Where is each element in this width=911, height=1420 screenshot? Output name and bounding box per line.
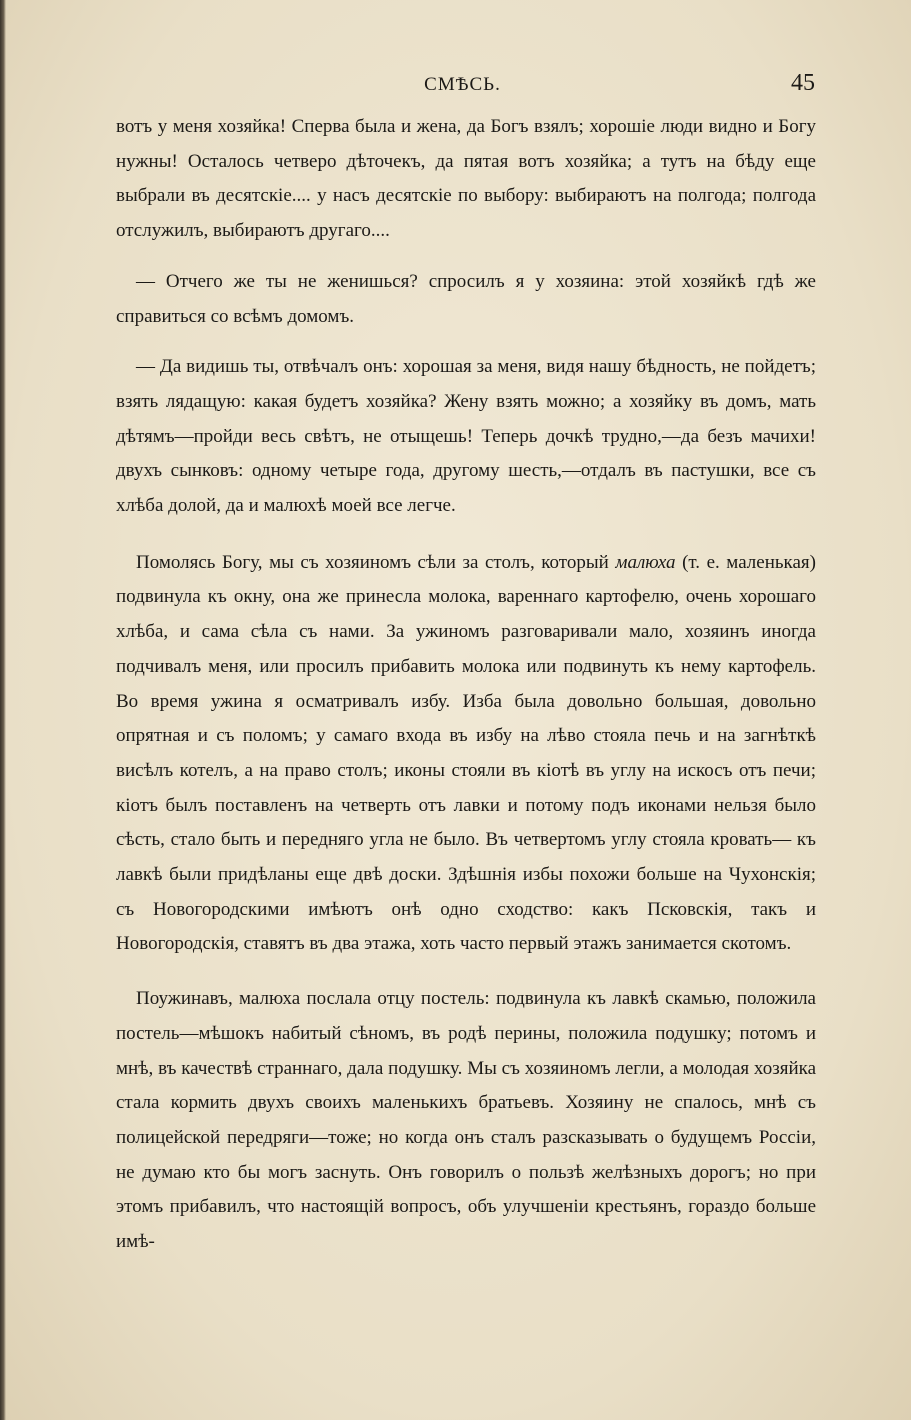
paragraph-dialogue-question: — Отчего же ты не женишься? спросилъ я у хозяина: этой хозяйкѣ гдѣ же справиться со всѣмъ домомъ. [116, 270, 816, 327]
body-text [116, 110, 816, 1260]
paragraph-supper-rest: (т. е. маленькая) подвинула къ окну, она же принесла молока, вареннаго картофелю, очень хорошаго хлѣба, и сама сѣла съ нами. За ужиномъ разговаривали мало, хозяинъ иногда подчивалъ меня, или просилъ прибавить молока или подвинуть къ нему картофель. Во время ужина я осматривалъ избу. Изба была довольно большая, довольно опрятная и съ поломъ; у самаго входа въ избу на лѣво стояла печь и на загнѣткѣ висѣлъ котелъ, а на право столъ; иконы стояли въ кіотѣ въ углу на искосъ отъ печи; кіотъ былъ поставленъ на четверть отъ лавки и потому подъ иконами нельзя было сѣсть, стало быть и передняго угла не было. Въ четвертомъ углу стояла кровать— къ лавкѣ были придѣланы еще двѣ доски. Здѣшнія избы похожи больше на Чухонскія; съ Новогородскими имѣютъ онѣ одно сходство: какъ Псковскія, такъ и Новогородскія, ставятъ въ два этажа, хоть часто первый этажъ занимается скотомъ. [116, 551, 816, 955]
emphasis-word: малюха [615, 551, 676, 573]
paragraph-continued: вотъ у меня хозяйка! Сперва была и жена, да Богъ взялъ; хорошіе люди видно и Богу нужны! Осталось четверо дѣточекъ, да пятая вотъ хозяйка; а тутъ на бѣду еще выбрали въ десятскіе.... у насъ десятскіе по выбору: выбираютъ на полгода; полгода отслужилъ, выбираютъ другаго.... [116, 116, 816, 242]
paragraph-dialogue-answer: — Да видишь ты, отвѣчалъ онъ: хорошая за меня, видя нашу бѣдность, не пойдетъ; взять лядащую: какая будетъ хозяйка? Жену взять можно; а хозяйку въ домъ, мать дѣтямъ—пройди весь свѣтъ, не отыщешь! Теперь дочкѣ трудно,—да безъ мачихи! двухъ сынковъ: одному четыре года, другому шесть,—отдалъ въ пастушки, все съ хлѣба долой, да и малюхѣ моей все легче. [116, 356, 816, 517]
running-head: СМѢСЬ. [424, 74, 501, 95]
paragraph-supper [116, 546, 816, 962]
paragraph-after-supper: Поужинавъ, малюха послала отцу постель: подвинула къ лавкѣ скамью, положила постель—мѣшокъ набитый сѣномъ, въ родѣ перины, положила подушку; потомъ и мнѣ, въ качествѣ страннаго, дала подушку. Мы съ хозяиномъ легли, а молодая хозяйка стала кормить двухъ своихъ маленькихъ братьевъ. Хозяину не спалось, мнѣ съ полицейской передряги—тоже; но когда онъ сталъ разсказывать о будущемъ Россіи, не думаю кто бы могъ заснуть. Онъ говорилъ о пользѣ желѣзныхъ дорогъ; но при этомъ прибавилъ, что настоящій вопросъ, объ улучшеніи крестьянъ, гораздо больше имѣ- [116, 988, 816, 1253]
page-header [110, 70, 815, 104]
page-binding-edge [0, 0, 6, 1420]
page-number: 45 [791, 70, 815, 96]
paragraph-supper-start: Помолясь Богу, мы съ хозяиномъ сѣли за столъ, который [136, 551, 616, 573]
